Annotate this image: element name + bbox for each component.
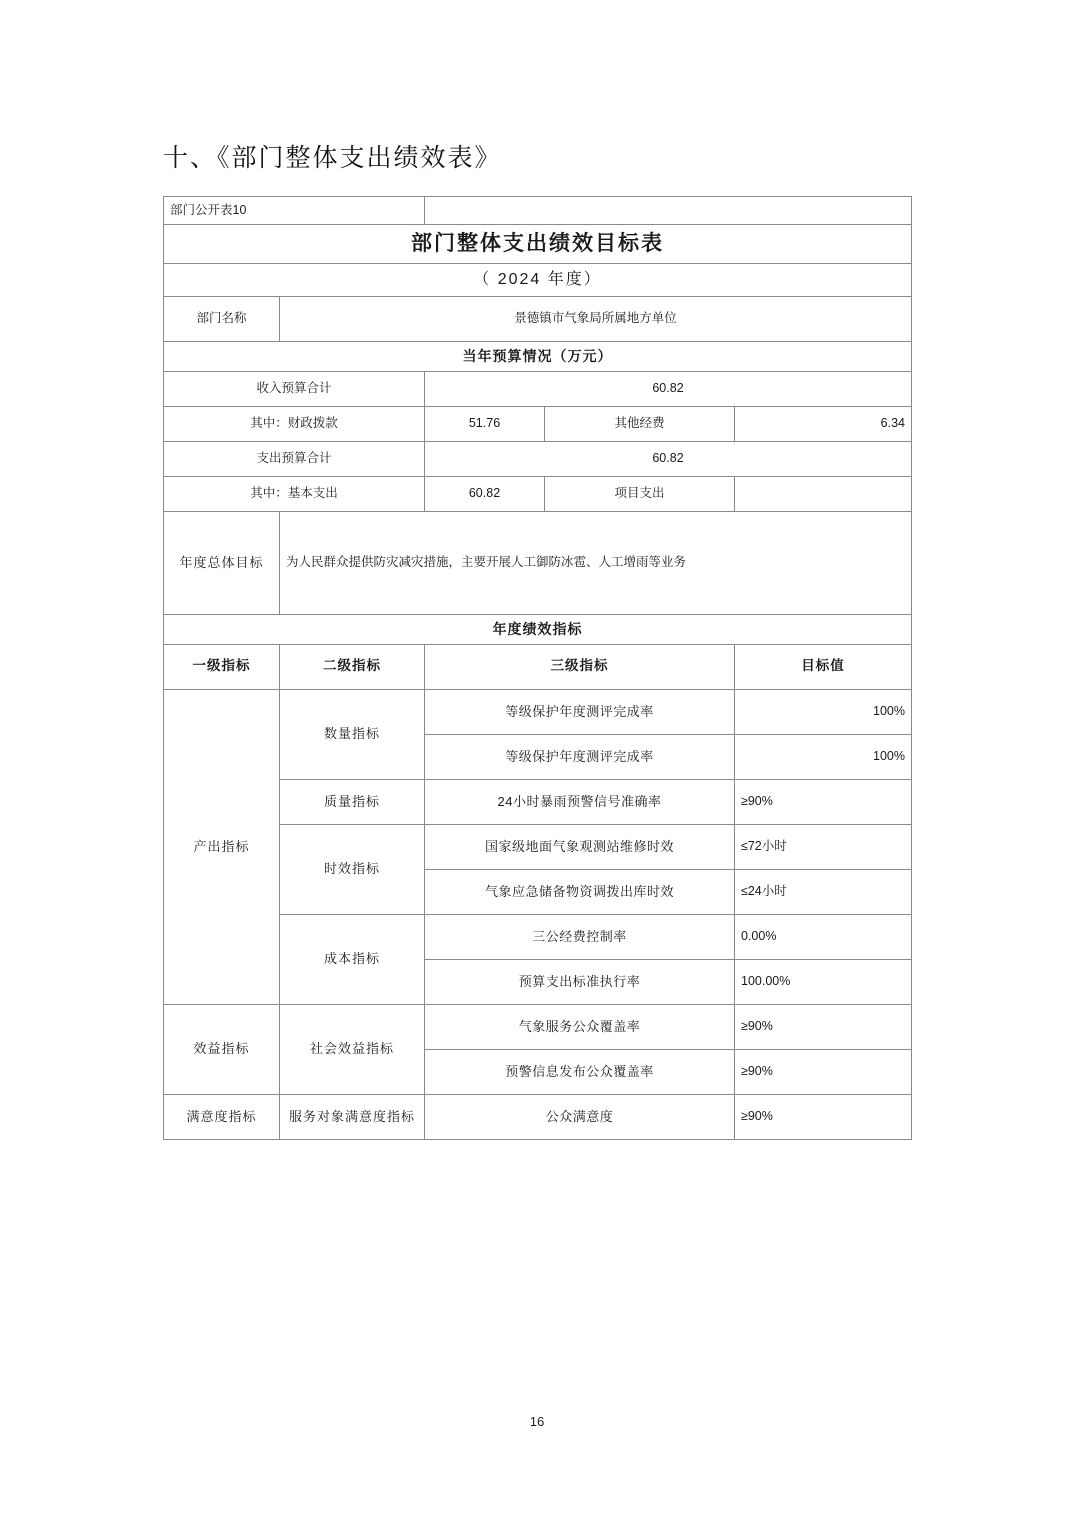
table-row-budget-section xyxy=(164,341,912,371)
page-number: 16 xyxy=(529,1414,545,1429)
budget-section-header: 当年预算情况（万元） xyxy=(164,341,912,371)
income-total-value: 60.82 xyxy=(425,371,912,406)
level1-indicator: 产出指标 xyxy=(164,689,280,1004)
performance-table-container xyxy=(163,196,911,1140)
header-level1: 一级指标 xyxy=(164,644,280,689)
other-funds-value: 6.34 xyxy=(735,406,912,441)
indicator-target-value: ≥90% xyxy=(735,1094,912,1139)
project-expense-label: 项目支出 xyxy=(545,476,735,511)
indicator-target-value: ≥90% xyxy=(735,1004,912,1049)
project-expense-value xyxy=(735,476,912,511)
indicator-target-value: 0.00% xyxy=(735,914,912,959)
level3-indicator: 三公经费控制率 xyxy=(425,914,735,959)
indicator-row xyxy=(164,689,912,734)
indicator-target-value: 100% xyxy=(735,689,912,734)
table-row-fiscal xyxy=(164,406,912,441)
page-title: 十、《部门整体支出绩效表》 xyxy=(163,145,502,172)
indicator-target-value: ≤24小时 xyxy=(735,869,912,914)
table-row-department xyxy=(164,296,912,341)
table-row-title xyxy=(164,224,912,263)
level3-indicator: 气象服务公众覆盖率 xyxy=(425,1004,735,1049)
level3-indicator: 等级保护年度测评完成率 xyxy=(425,689,735,734)
indicator-section-header: 年度绩效指标 xyxy=(164,614,912,644)
table-row-subtitle xyxy=(164,264,912,297)
indicator-rows-body xyxy=(164,689,912,1139)
other-funds-label: 其他经费 xyxy=(545,406,735,441)
table-row-annual-goal xyxy=(164,511,912,614)
expense-total-label: 支出预算合计 xyxy=(164,441,425,476)
level3-indicator: 气象应急储备物资调拨出库时效 xyxy=(425,869,735,914)
performance-table xyxy=(163,196,912,1140)
expense-total-value: 60.82 xyxy=(425,441,912,476)
table-row-income-total xyxy=(164,371,912,406)
tag-blank-cell xyxy=(425,197,912,225)
level2-indicator: 时效指标 xyxy=(280,824,425,914)
level1-indicator: 效益指标 xyxy=(164,1004,280,1094)
level3-indicator: 预算支出标准执行率 xyxy=(425,959,735,1004)
indicator-row xyxy=(164,1094,912,1139)
indicator-target-value: 100% xyxy=(735,734,912,779)
level3-indicator: 等级保护年度测评完成率 xyxy=(425,734,735,779)
table-subtitle: （ 2024 年度） xyxy=(164,264,912,297)
table-row-expense-total xyxy=(164,441,912,476)
level1-indicator: 满意度指标 xyxy=(164,1094,280,1139)
indicator-target-value: 100.00% xyxy=(735,959,912,1004)
level3-indicator: 公众满意度 xyxy=(425,1094,735,1139)
level3-indicator: 预警信息发布公众覆盖率 xyxy=(425,1049,735,1094)
indicator-row xyxy=(164,1004,912,1049)
dept-name-label: 部门名称 xyxy=(164,296,280,341)
basic-expense-label: 其中：基本支出 xyxy=(164,476,425,511)
table-title: 部门整体支出绩效目标表 xyxy=(164,224,912,263)
fiscal-appropriation-label: 其中：财政拨款 xyxy=(164,406,425,441)
public-table-tag: 部门公开表10 xyxy=(164,197,425,225)
table-row-tag xyxy=(164,197,912,225)
header-level2: 二级指标 xyxy=(280,644,425,689)
level2-indicator: 数量指标 xyxy=(280,689,425,779)
level3-indicator: 国家级地面气象观测站维修时效 xyxy=(425,824,735,869)
indicator-target-value: ≥90% xyxy=(735,779,912,824)
level2-indicator: 质量指标 xyxy=(280,779,425,824)
table-header-row xyxy=(164,644,912,689)
header-level3: 三级指标 xyxy=(425,644,735,689)
header-target: 目标值 xyxy=(735,644,912,689)
table-row-basic-expense xyxy=(164,476,912,511)
annual-goal-label: 年度总体目标 xyxy=(164,511,280,614)
level2-indicator: 成本指标 xyxy=(280,914,425,1004)
annual-goal-text: 为人民群众提供防灾减灾措施，主要开展人工御防冰雹、人工增雨等业务 xyxy=(280,511,912,614)
income-total-label: 收入预算合计 xyxy=(164,371,425,406)
level2-indicator: 服务对象满意度指标 xyxy=(280,1094,425,1139)
indicator-target-value: ≤72小时 xyxy=(735,824,912,869)
table-row-indicator-section xyxy=(164,614,912,644)
dept-name-value: 景德镇市气象局所属地方单位 xyxy=(280,296,912,341)
fiscal-appropriation-value: 51.76 xyxy=(425,406,545,441)
level2-indicator: 社会效益指标 xyxy=(280,1004,425,1094)
basic-expense-value: 60.82 xyxy=(425,476,545,511)
level3-indicator: 24小时暴雨预警信号准确率 xyxy=(425,779,735,824)
indicator-target-value: ≥90% xyxy=(735,1049,912,1094)
